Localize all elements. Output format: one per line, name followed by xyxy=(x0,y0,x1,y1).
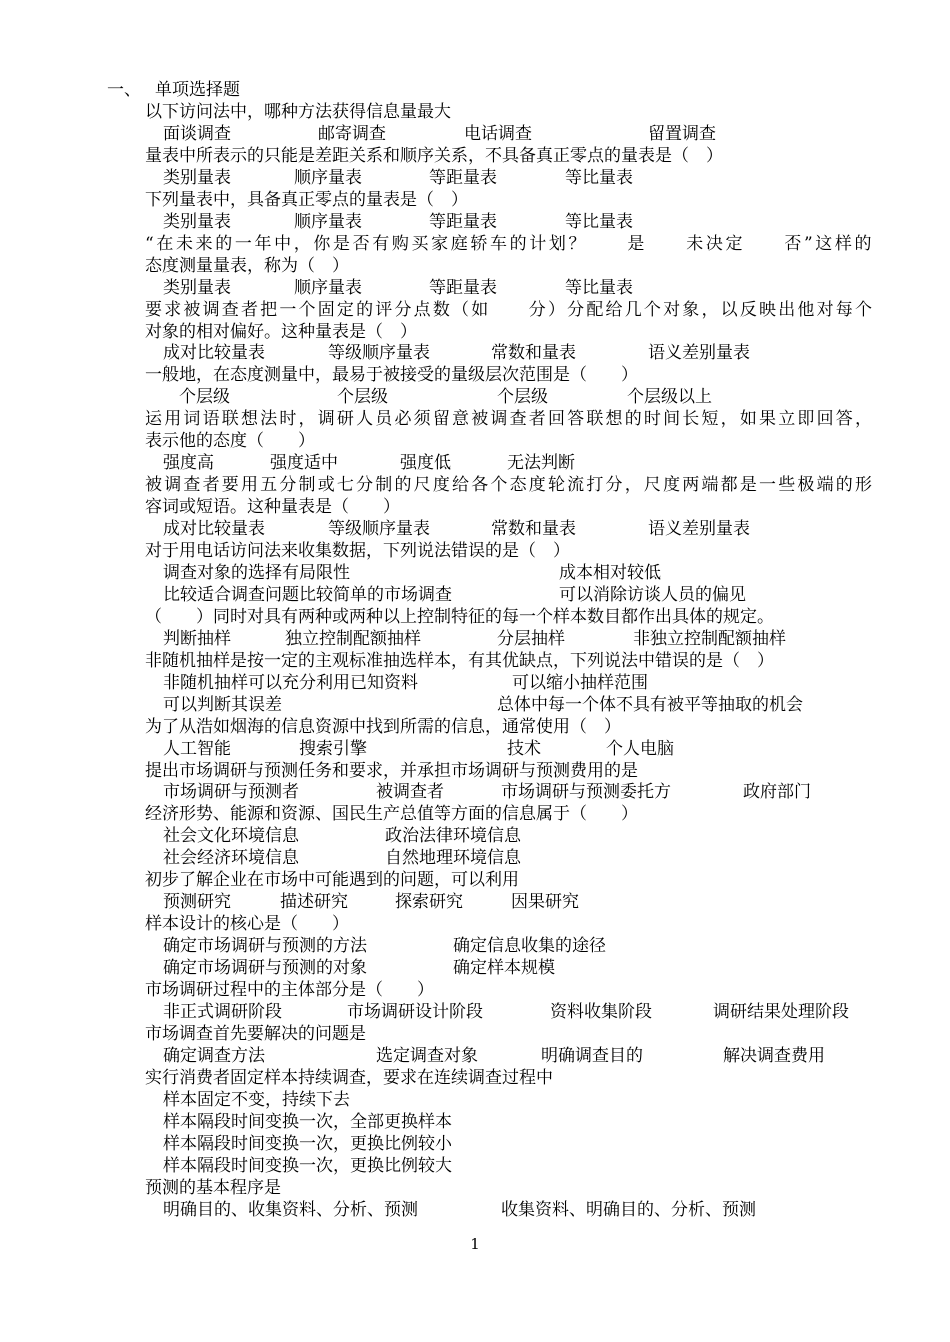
option-text: 搜索引擎 xyxy=(299,739,367,759)
question-text: 下列量表中，具备真正零点的量表是（ ） xyxy=(145,190,468,210)
question-text: 经济形势、能源和资源、国民生产总值等方面的信息属于（ ） xyxy=(145,804,638,824)
option-text: 顺序量表 xyxy=(294,278,362,298)
question-text: 非随机抽样是按一定的主观标准抽选样本，有其优缺点，下列说法中错误的是（ ） xyxy=(145,651,774,671)
question-text: 运 用 词 语 联 想 法 时 ， 调 研 人 员 必 须 留 意 被 调 查 者 回 答 联 想 的 时 间 长 短 ， 如 果 立 即 回 答 ， xyxy=(145,409,872,429)
option-text: 总体中每一个体不具有被平等抽取的机会 xyxy=(497,695,803,715)
option-text: 解决调查费用 xyxy=(723,1046,825,1066)
option-text: 成本相对较低 xyxy=(559,563,661,583)
option-text: 可以缩小抽样范围 xyxy=(512,673,648,693)
option-text: 明确调查目的 xyxy=(541,1046,643,1066)
option-text: 自然地理环境信息 xyxy=(385,848,521,868)
option-text: 留置调查 xyxy=(648,124,716,144)
option-text: 类别量表 xyxy=(163,168,231,188)
option-text: 强度高 xyxy=(163,453,214,473)
option-text: 政治法律环境信息 xyxy=(385,826,521,846)
option-text: 类别量表 xyxy=(163,212,231,232)
question-text: 初步了解企业在市场中可能遇到的问题，可以利用 xyxy=(145,870,519,890)
option-text: 个层级 xyxy=(337,387,388,407)
option-text: 人工智能 xyxy=(163,739,231,759)
option-text: 等比量表 xyxy=(565,212,633,232)
option-text: 可以消除访谈人员的偏见 xyxy=(559,585,746,605)
option-text: 电话调查 xyxy=(464,124,532,144)
option-text: 描述研究 xyxy=(280,892,348,912)
option-text: 个层级 xyxy=(179,387,230,407)
option-text: 技术 xyxy=(507,739,541,759)
option-text: 顺序量表 xyxy=(294,212,362,232)
question-text: 被 调 查 者 要 用 五 分 制 或 七 分 制 的 尺 度 给 各 个 态 度 轮 流 打 分 ， 尺 度 两 端 都 是 一 些 极 端 的 形 xyxy=(145,475,872,495)
option-text: 政府部门 xyxy=(743,782,811,802)
option-text: 邮寄调查 xyxy=(318,124,386,144)
option-text: 个人电脑 xyxy=(606,739,674,759)
option-text: 常数和量表 xyxy=(491,343,576,363)
option-text: 等级顺序量表 xyxy=(328,519,430,539)
option-text: 预测研究 xyxy=(163,892,231,912)
option-text: 常数和量表 xyxy=(491,519,576,539)
option-text: 个层级 xyxy=(497,387,548,407)
option-text: 类别量表 xyxy=(163,278,231,298)
option-text: 无法判断 xyxy=(507,453,575,473)
option-text: 样本隔段时间变换一次，更换比例较大 xyxy=(163,1156,452,1176)
option-text: 被调查者 xyxy=(376,782,444,802)
option-text: 强度低 xyxy=(400,453,451,473)
option-text: 资料收集阶段 xyxy=(550,1002,652,1022)
option-text: 分层抽样 xyxy=(497,629,565,649)
option-text: 确定市场调研与预测的方法 xyxy=(163,936,367,956)
option-text: 非独立控制配额抽样 xyxy=(633,629,786,649)
option-text: 市场调研与预测委托方 xyxy=(501,782,671,802)
question-text: 对象的相对偏好。这种量表是（ ） xyxy=(145,322,417,342)
question-text: 要 求 被 调 查 者 把 一 个 固 定 的 评 分 点 数 （ 如 分 ） 分 配 给 几 个 对 象 ， 以 反 映 出 他 对 每 个 xyxy=(145,300,872,320)
option-text: 可以判断其误差 xyxy=(163,695,282,715)
option-text: 因果研究 xyxy=(511,892,579,912)
question-text: 市场调研过程中的主体部分是（ ） xyxy=(145,980,434,1000)
question-text: 实行消费者固定样本持续调查，要求在连续调查过程中 xyxy=(145,1068,553,1088)
option-text: 个层级以上 xyxy=(627,387,712,407)
section-number: 一、 xyxy=(107,80,141,100)
option-text: 确定信息收集的途径 xyxy=(453,936,606,956)
option-text: 独立控制配额抽样 xyxy=(285,629,421,649)
option-text: 等距量表 xyxy=(429,278,497,298)
question-text: 对于用电话访问法来收集数据，下列说法错误的是（ ） xyxy=(145,541,570,561)
option-text: 等距量表 xyxy=(429,168,497,188)
option-text: 确定样本规模 xyxy=(453,958,555,978)
question-text: 表示他的态度（ ） xyxy=(145,431,315,451)
option-text: 等比量表 xyxy=(565,278,633,298)
option-text: 等距量表 xyxy=(429,212,497,232)
question-text: 一般地，在态度测量中，最易于被接受的量级层次范围是（ ） xyxy=(145,365,638,385)
option-text: 样本隔段时间变换一次，全部更换样本 xyxy=(163,1112,452,1132)
option-text: 确定市场调研与预测的对象 xyxy=(163,958,367,978)
option-text: 社会经济环境信息 xyxy=(163,848,299,868)
option-text: 市场调研与预测者 xyxy=(163,782,299,802)
option-text: 非正式调研阶段 xyxy=(163,1002,282,1022)
section-title: 单项选择题 xyxy=(155,80,240,100)
question-text: 市场调查首先要解决的问题是 xyxy=(145,1024,366,1044)
option-text: 语义差别量表 xyxy=(648,343,750,363)
option-text: 面谈调查 xyxy=(163,124,231,144)
option-text: 调研结果处理阶段 xyxy=(713,1002,849,1022)
question-text: （ ）同时对具有两种或两种以上控制特征的每一个样本数目都作出具体的规定。 xyxy=(145,607,774,627)
page-number: 1 xyxy=(470,1235,480,1253)
option-text: 调查对象的选择有局限性 xyxy=(163,563,350,583)
question-text: 预测的基本程序是 xyxy=(145,1178,281,1198)
question-text: 为了从浩如烟海的信息资源中找到所需的信息，通常使用（ ） xyxy=(145,717,621,737)
option-text: 样本固定不变，持续下去 xyxy=(163,1090,350,1110)
option-text: 市场调研设计阶段 xyxy=(347,1002,483,1022)
option-text: 等级顺序量表 xyxy=(328,343,430,363)
option-text: 探索研究 xyxy=(395,892,463,912)
question-text: 量表中所表示的只能是差距关系和顺序关系，不具备真正零点的量表是（ ） xyxy=(145,146,723,166)
question-text: 提出市场调研与预测任务和要求，并承担市场调研与预测费用的是 xyxy=(145,761,638,781)
option-text: 非随机抽样可以充分利用已知资料 xyxy=(163,673,418,693)
option-text: 比较适合调查问题比较简单的市场调查 xyxy=(163,585,452,605)
option-text: 顺序量表 xyxy=(294,168,362,188)
option-text: 社会文化环境信息 xyxy=(163,826,299,846)
option-text: 判断抽样 xyxy=(163,629,231,649)
option-text: 样本隔段时间变换一次，更换比例较小 xyxy=(163,1134,452,1154)
option-text: 明确目的、收集资料、分析、预测 xyxy=(163,1200,418,1220)
option-text: 强度适中 xyxy=(270,453,338,473)
question-text: 样本设计的核心是（ ） xyxy=(145,914,349,934)
question-text: 以下访问法中，哪种方法获得信息量最大 xyxy=(145,102,451,122)
option-text: 语义差别量表 xyxy=(648,519,750,539)
option-text: 等比量表 xyxy=(565,168,633,188)
option-text: 确定调查方法 xyxy=(163,1046,265,1066)
question-text: 容词或短语。这种量表是（ ） xyxy=(145,497,400,517)
question-text: 态度测量量表，称为（ ） xyxy=(145,256,349,276)
option-text: 选定调查对象 xyxy=(376,1046,478,1066)
question-text: “ 在 未 来 的 一 年 中 ， 你 是 否 有 购 买 家 庭 轿 车 的 计 划 ？ 是 未 决 定 否 ” 这 样 的 xyxy=(145,234,872,254)
option-text: 成对比较量表 xyxy=(163,519,265,539)
option-text: 成对比较量表 xyxy=(163,343,265,363)
option-text: 收集资料、明确目的、分析、预测 xyxy=(501,1200,756,1220)
